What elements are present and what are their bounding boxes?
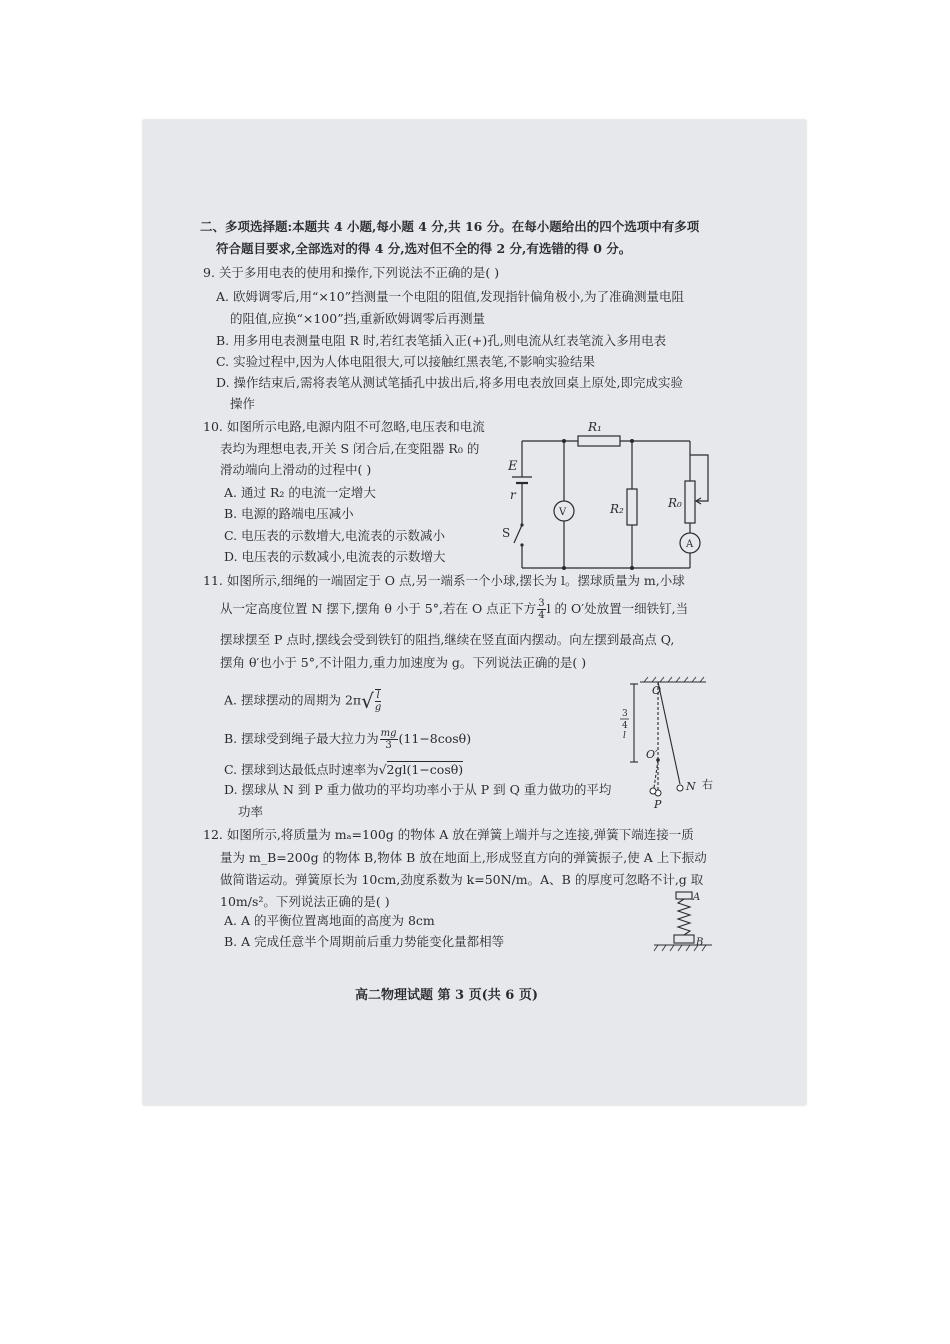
q11-stem-line4: 摆角 θ′也小于 5°,不计阻力,重力加速度为 g。下列说法正确的是( ): [220, 655, 587, 670]
q10-stem-line3: 滑动端向上滑动的过程中( ): [220, 462, 372, 477]
q9-option-d-line1: D. 操作结束后,需将表笔从测试笔插孔中拔出后,将多用电表放回桌上原处,即完成实验: [216, 375, 683, 390]
q11-option-b: B. 摆球受到绳子最大拉力为 $\frac{mg}{3}$ (11−8cosθ): [224, 728, 472, 751]
a-label: A: [693, 892, 701, 903]
q10-stem-line2: 表均为理想电表,开关 S 闭合后,在变阻器 R₀ 的: [220, 441, 480, 456]
dim-l: l: [623, 731, 626, 741]
q12-stem-line3: 做简谐运动。弹簧原长为 10cm,劲度系数为 k=50N/m。A、B 的厚度可忽略不计,g 取: [220, 872, 704, 887]
r1-label: R₁: [588, 420, 602, 434]
string-to-n: [658, 682, 680, 784]
q10-option-d: D. 电压表的示数减小,电流表的示数增大: [224, 549, 446, 564]
b-label: B: [696, 937, 704, 948]
voltmeter-label: V: [559, 507, 567, 518]
internal-r-label: r: [510, 488, 516, 502]
q10-stem-line1: 10. 如图所示电路,电源内阻不可忽略,电压表和电流: [203, 419, 485, 434]
r0-label: R₀: [668, 496, 682, 510]
dim-den: 4: [622, 721, 628, 731]
p-label: P: [654, 798, 662, 811]
page-footer: 高二物理试题 第 3 页(共 6 页): [355, 988, 539, 1003]
q10-option-a: A. 通过 R₂ 的电流一定增大: [224, 485, 376, 500]
q11-option-a: A. 摆球摆动的周期为 2π√ $\frac{l}{g}$: [224, 689, 382, 713]
r2-label: R₂: [610, 502, 624, 516]
block-b: [674, 935, 694, 943]
q11-stem-line2: 从一定高度位置 N 摆下,摆角 θ 小于 5°,若在 O 点正下方 $\frac{3}{4}$ l 的 O′处放置一细铁钉,当: [220, 598, 689, 621]
q10-circuit-diagram: [500, 415, 730, 575]
q9-option-a-line1: A. 欧姆调零后,用“×10”挡测量一个电阻的阻值,发现指针偏角极小,为了准确测量电阻: [216, 289, 685, 304]
spring: [678, 899, 690, 935]
q10-option-b: B. 电源的路端电压减小: [224, 506, 354, 521]
q11-stem-line1: 11. 如图所示,细绳的一端固定于 O 点,另一端系一个小球,摆长为 l。摆球质量为 m,小球: [203, 573, 685, 588]
q11-pendulum-diagram: [608, 672, 718, 812]
q12-stem-line1: 12. 如图所示,将质量为 mₐ=100g 的物体 A 放在弹簧上端并与之连接,弹簧下端连接一质: [203, 827, 694, 842]
q12-spring-diagram: [650, 888, 720, 954]
switch-label: S: [502, 526, 511, 540]
q9-option-b: B. 用多用电表测量电阻 R 时,若红表笔插入正(+)孔,则电流从红表笔流入多用电表: [216, 333, 667, 348]
section-title-line2: 符合题目要求,全部选对的得 4 分,选对但不全的得 2 分,有选错的得 0 分。: [216, 241, 632, 256]
o-prime-label: O′: [646, 748, 658, 761]
block-a: [676, 892, 692, 899]
q9-option-c: C. 实验过程中,因为人体电阻很大,可以接触红黑表笔,不影响实验结果: [216, 354, 595, 369]
q12-stem-line4: 10m/s²。下列说法正确的是( ): [220, 894, 390, 909]
q11-fraction: $\frac{3}{4}$: [538, 598, 545, 621]
switch-s: [514, 525, 522, 543]
q11-option-d-line1: D. 摆球从 N 到 P 重力做功的平均功率小于从 P 到 Q 重力做功的平均: [224, 782, 612, 797]
r0-rheostat: [685, 481, 695, 523]
q11-option-d-line2: 功率: [238, 804, 264, 819]
q11-stem-line3: 摆球摆至 P 点时,摆线会受到铁钉的阻挡,继续在竖直面内摆动。向左摆到最高点 Q,: [220, 632, 675, 647]
section-title-line1: 二、多项选择题:本题共 4 小题,每小题 4 分,共 16 分。在每小题给出的四个选项中有多项: [200, 219, 700, 234]
q12-option-a: A. A 的平衡位置离地面的高度为 8cm: [224, 913, 435, 928]
q10-option-c: C. 电压表的示数增大,电流表的示数减小: [224, 528, 446, 543]
r1-resistor: [578, 436, 620, 446]
n-label: N: [686, 780, 696, 793]
q9-option-a-line2: 的阻值,应换“×100”挡,重新欧姆调零后再测量: [230, 311, 486, 326]
q9-stem: 9. 关于多用电表的使用和操作,下列说法不正确的是( ): [203, 265, 500, 280]
ammeter-label: A: [686, 539, 694, 550]
emf-label: E: [508, 459, 518, 474]
r2-resistor: [627, 489, 637, 525]
right-label: 右: [702, 778, 713, 791]
q9-option-d-line2: 操作: [230, 396, 256, 411]
q12-stem-line2: 量为 m_B=200g 的物体 B,物体 B 放在地面上,形成竖直方向的弹簧振子,使 A 上下振动: [220, 850, 707, 865]
q11-option-c: C. 摆球到达最低点时速率为√2gl(1−cosθ): [224, 762, 464, 777]
dim-num: 3: [622, 709, 628, 719]
o-label: O: [652, 684, 662, 697]
q12-option-b: B. A 完成任意半个周期前后重力势能变化量都相等: [224, 934, 505, 949]
ball-n: [677, 785, 683, 791]
ball-q: [650, 788, 656, 794]
